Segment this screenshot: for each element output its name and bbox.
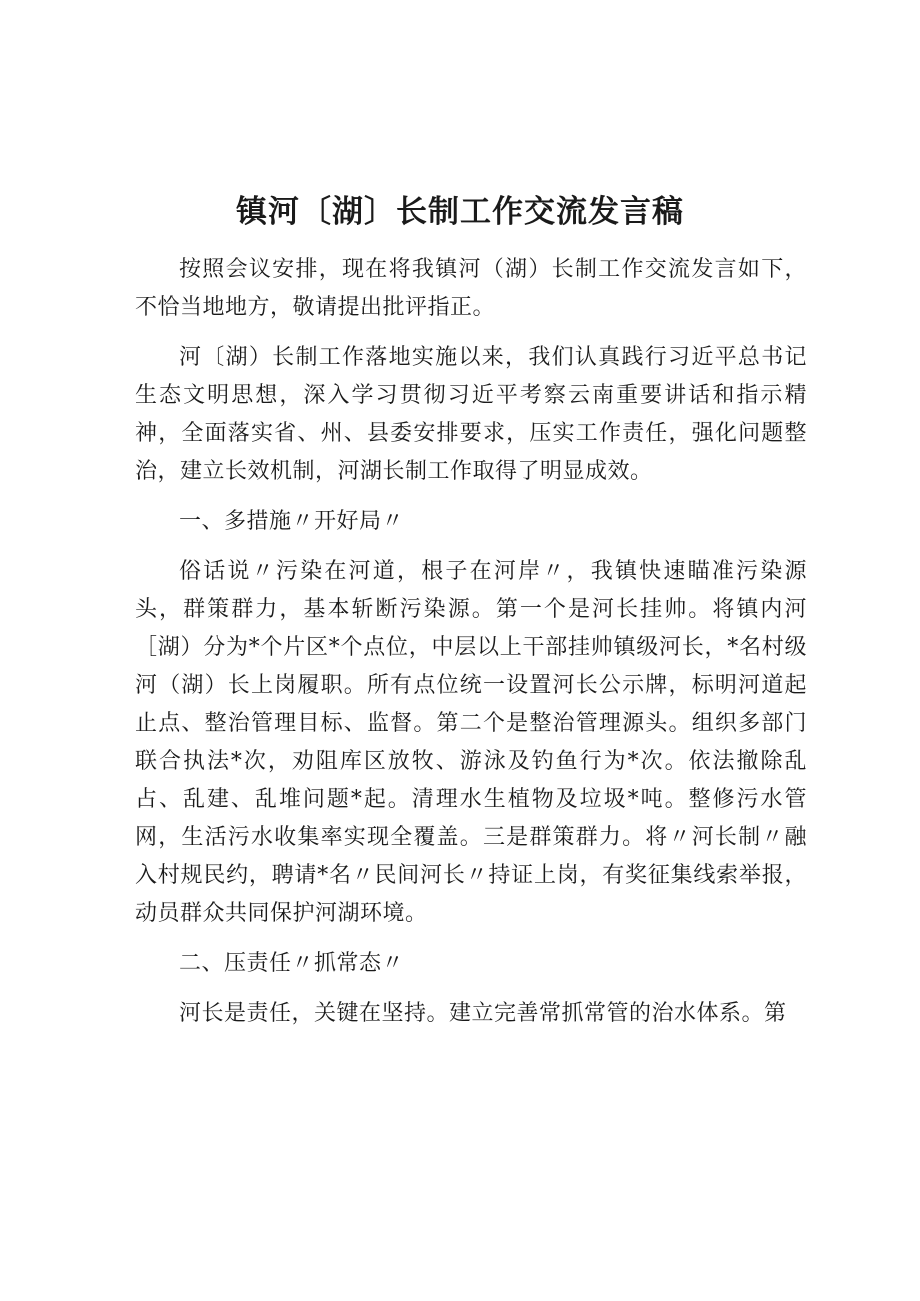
paragraph-summary: 河〔湖）长制工作落地实施以来，我们认真践行习近平总书记生态文明思想，深入学习贯彻习近平考察云南重要讲话和指示精神，全面落实省、州、县委安排要求，压实工作责任，强化问题整治，建立长效机制，河湖长制工作取得了明显成效。 xyxy=(135,345,807,484)
paragraph-section-1: 俗话说〃污染在河道，根子在河岸〃，我镇快速瞄准污染源头，群策群力，基本斩断污染源。第一个是河长挂帅。将镇内河［湖）分为*个片区*个点位，中层以上干部挂帅镇级河长，*名村级河（湖）长上岗履职。所有点位统一设置河长公示牌，标明河道起止点、整治管理目标、监督。第二个是整治管理源头。组织多部门联合执法*次，劝阻库区放牧、游泳及钓鱼行为*次。依法撤除乱占、乱建、乱堆问题*起。清理水生植物及垃圾*吨。整修污水管网，生活污水收集率实现全覆盖。三是群策群力。将〃河长制〃融入村规民约，聘请*名〃民间河长〃持证上岗，有奖征集线索举报，动员群众共同保护河湖环境。 xyxy=(135,559,807,926)
paragraph-section-2: 河长是责任，关键在坚持。建立完善常抓常管的治水体系。第 xyxy=(179,1001,787,1026)
document-body xyxy=(135,251,807,1033)
section-heading-1: 一、多措施〃开好局〃 xyxy=(179,509,405,534)
paragraph-intro: 按照会议安排，现在将我镇河（湖）长制工作交流发言如下，不恰当地地方，敬请提出批评指正。 xyxy=(135,257,807,320)
document-title: 镇河〔湖〕长制工作交流发言稿 xyxy=(236,194,684,230)
section-heading-2: 二、压责任〃抓常态〃 xyxy=(179,951,405,976)
